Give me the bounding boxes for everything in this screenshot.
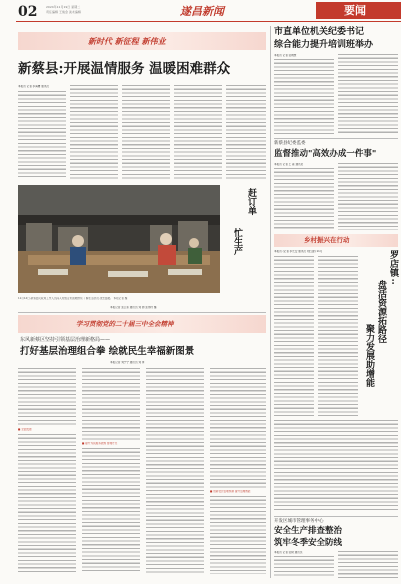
right-article-1-byline: 本报讯 记者 张晓慧 [274,54,297,57]
right-article-4-title-1: 安全生产排查整治 [274,526,343,536]
vertical-caption [225,188,265,288]
vertical-title-3: 聚力发展助增能 [364,324,374,387]
factory-photo [18,185,220,293]
main-article-bottom-rule [18,312,266,313]
right-article-1-title-2: 综合能力提升培训班举办 [274,40,374,50]
bottom-article-title: 打好基层治理组合拳 绘就民生幸福新图景 [20,346,195,357]
section-name: 要闻 [344,4,366,17]
bottom-article-col-3 [146,368,204,574]
main-article-byline: 本报讯 记者 李海鹰 通讯员 [18,85,50,88]
bottom-article-col-1 [18,368,76,426]
top-banner [18,32,266,50]
editor-line: 责任编辑 王焕金 美术编辑 [46,10,81,14]
right-article-3-vertical-title [361,250,399,416]
middle-banner-text: 乡村振兴在行动 [304,236,350,244]
photo-credit: 本报记者 张卫东 通讯员 刘 迪 张伟玲 摄 [110,306,157,309]
bottom-article-byline: 本报记者 刘宁宁 通讯员 刘 琦 [110,361,145,364]
bottom-article-col-4 [210,368,266,488]
main-article-col-2 [70,85,118,180]
bottom-article-col-4b [210,496,266,574]
right-article-3-col-1 [274,256,314,416]
photo-caption: 11月14日,新蔡县民政局工作人员深入村组走访困难群众,了解生活状况,送去温暖。 本报记者 摄 [18,297,128,300]
bottom-subhead-2: ■ 提升为民服务质效 管理方式 [82,442,118,445]
right-article-4-title-2: 筑牢冬季安全防线 [274,538,343,548]
factory-photo-illustration [18,185,220,293]
main-article-col-5 [226,85,266,180]
bottom-article-col-2b [82,448,140,574]
bottom-subhead-3: ■ 创新社会治理机制 提升治理效能 [210,490,251,493]
bottom-article-col-2 [82,368,140,440]
bottom-article-kicker: 东风新蔡区坚持引领基层治理新格局—— [20,337,111,343]
right-article-2-kicker: 新蔡县纪委监委 [274,141,306,146]
vertical-title-1: 罗店镇: [388,250,398,287]
main-article-title: 新蔡县:开展温情服务 温暖困难群众 [18,61,231,77]
right-article-4-kicker: 开发区城市管理事务中心 [274,519,324,524]
right-article-3-byline: 本报讯 (记者 李长安 通讯员 刘红建) 11月 [274,250,323,253]
masthead-logo: 遂昌新闻 [180,5,224,18]
right-article-2-byline: 本报讯 记者 王 森 通讯员 [274,163,304,166]
right-rule-1 [274,138,398,139]
date-line: 2024年11月19日 星期二 [46,5,81,9]
top-banner-text: 新时代 新征程 新伟业 [88,36,166,46]
right-article-1-col-1 [274,59,334,135]
right-rule-3 [274,516,398,517]
bottom-subhead-1: ■ 全面发展 [18,428,32,431]
main-article-col-3 [122,85,170,180]
right-article-4-byline: 本报讯 记者 张树 通讯员 [274,551,303,554]
header-rule [16,21,401,22]
right-article-3-col-2 [318,256,358,416]
right-article-4-col-2 [338,551,398,578]
right-article-3-col-3 [274,420,398,512]
right-article-4-col-1 [274,556,334,578]
right-article-2-col-1 [274,168,334,230]
main-article-col-4 [174,85,222,180]
right-article-2-title: 监督推动"高效办成一件事" [274,149,377,159]
middle-banner [274,234,398,247]
page-column-divider [270,26,271,578]
section-tab [316,2,401,19]
right-article-1-title-1: 市直单位机关纪委书记 [274,27,365,37]
vertical-caption-2: 忙生产 [232,228,242,255]
vertical-caption-1: 赶订单 [246,188,256,215]
right-article-1-col-2 [338,54,398,135]
bottom-article-col-1b [18,434,76,574]
right-article-2-col-2 [338,163,398,230]
main-article-col-1 [18,91,66,180]
page-number: 02 [18,4,38,20]
lower-banner-text: 学习贯彻党的二十届三中全会精神 [76,320,174,328]
vertical-title-2: 盘活资源拓路径 [376,280,386,343]
lower-banner [18,315,266,333]
